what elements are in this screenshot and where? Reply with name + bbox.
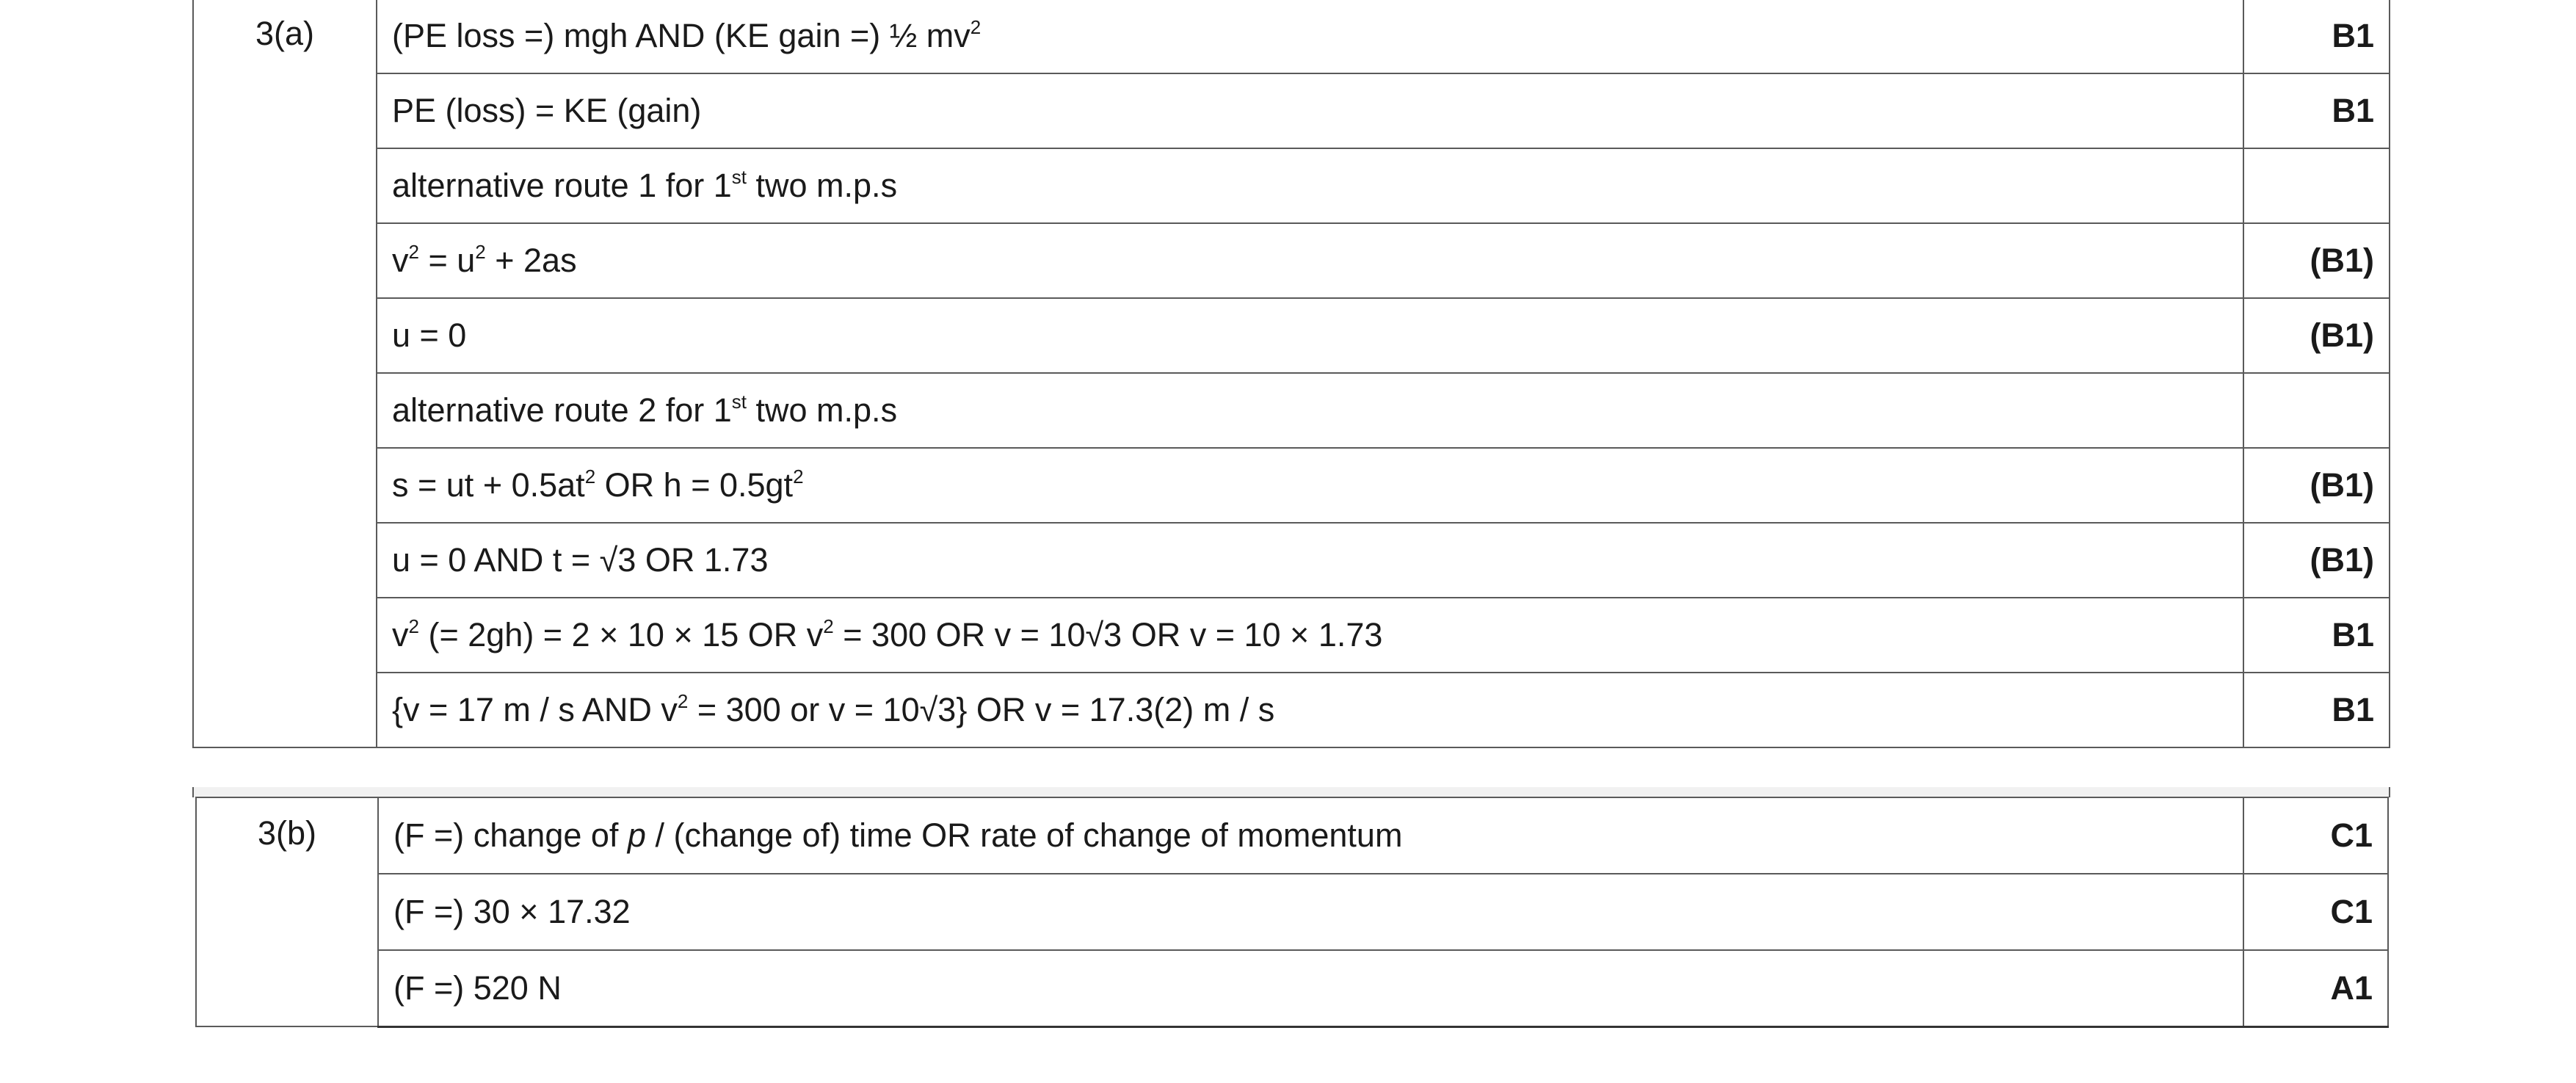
mark-cell: C1 [2243,797,2388,874]
answer-cell: {v = 17 m / s AND $v^2 = 300$ or v = 10√3} OR v = 17.3(2) m / s [377,673,2243,747]
answer-cell: (PE loss =) mgh AND (KE gain =) ½ $mv^2$ [377,0,2243,73]
question-number: 3(a) [193,0,377,747]
question-number: 3(b) [196,797,378,1026]
table-row [193,523,2390,598]
answer-cell: $v^2$ (= 2gh) = 2 × 10 × 15 OR $v^2 = 300$ OR v = 10√3 OR v = 10 × 1.73 [377,598,2243,673]
table-row [196,797,2388,874]
table-row [193,223,2390,298]
table-row [193,373,2390,448]
mark-cell [2243,148,2390,223]
answer-cell: alternative route 1 for 1st two m.p.s [377,148,2243,223]
mark-cell: (B1) [2243,223,2390,298]
mark-cell: C1 [2243,874,2388,950]
table-row [196,950,2388,1026]
answer-cell: (F =) 30 × 17.32 [378,874,2243,950]
mark-cell: B1 [2243,73,2390,148]
table-row [193,148,2390,223]
mark-scheme-table-3b [195,797,2389,1028]
table-row [196,874,2388,950]
section-divider [192,787,2390,797]
mark-cell: A1 [2243,950,2388,1026]
table-row [193,673,2390,747]
table-row [193,598,2390,673]
table-row [193,298,2390,373]
mark-cell: B1 [2243,0,2390,73]
answer-cell: s = ut + $0.5at^2$ OR $h = 0.5gt^2$ [377,448,2243,523]
answer-cell: u = 0 [377,298,2243,373]
table-row [193,448,2390,523]
answer-cell: PE (loss) = KE (gain) [377,73,2243,148]
table-row [193,73,2390,148]
mark-cell: (B1) [2243,523,2390,598]
mark-cell: B1 [2243,598,2390,673]
mark-scheme-table-3a [192,0,2390,748]
mark-cell [2243,373,2390,448]
answer-cell: (F =) 520 N [378,950,2243,1026]
answer-cell: (F =) change of p / (change of) time OR rate of change of momentum [378,797,2243,874]
answer-cell: alternative route 2 for 1st two m.p.s [377,373,2243,448]
table-row [193,0,2390,73]
answer-cell: u = 0 AND t = √3 OR 1.73 [377,523,2243,598]
mark-cell: (B1) [2243,448,2390,523]
mark-cell: B1 [2243,673,2390,747]
answer-cell: $v^2 = u^2 + 2as$ [377,223,2243,298]
mark-cell: (B1) [2243,298,2390,373]
